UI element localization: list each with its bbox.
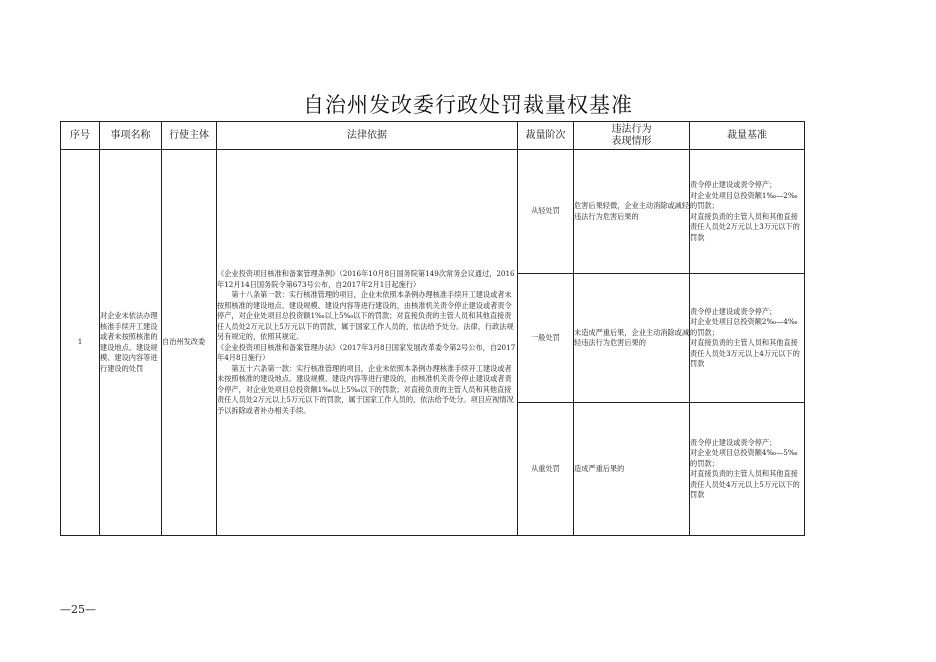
- cell-level-light: 从轻处罚: [518, 150, 574, 274]
- cell-law: [217, 150, 518, 536]
- basis-line: 对企业处项目总投资额4‰—5‰的罚款；: [690, 448, 798, 468]
- basis-line: 对直接负责的主管人员和其他直接责任人员处2万元以上3万元以下的罚款: [690, 211, 800, 242]
- header-level: 裁量阶次: [518, 122, 574, 150]
- basis-line: 责令停止建设或责令停产；: [690, 180, 777, 189]
- basis-line: 对直接负责的主管人员和其他直接责任人员处3万元以上4万元以下的罚款: [690, 338, 800, 368]
- penalty-standard-table: [60, 121, 805, 536]
- table-header-row: [61, 122, 805, 150]
- header-behavior: [574, 122, 690, 150]
- basis-line: 对企业处项目总投资额2‰—4‰的罚款；: [690, 317, 798, 337]
- basis-line: 责令停止建设或责令停产；: [690, 437, 777, 447]
- cell-item: 对企业未依法办理核准手续开工建设或者未按照核准的建设地点、建设规模、建设内容等进行建设的处罚: [100, 150, 162, 536]
- header-law: 法律依据: [217, 122, 518, 150]
- law-paragraph: 第十八条第一款：实行核准管理的项目，企业未依照本条例办理核准手续开工建设或者未按照核准的建设地点、建设规模、建设内容等进行建设的，由核准机关责令停止建设或者责令停产，对企业处项目总投资额1‰以上5‰以下的罚款；对直接负责的主管人员和其他直接责任人员处2万元以上5万元以下的罚款，属于国家工作人员的，依法给予处分。法律、行政法规另有规定的，依照其规定。: [217, 290, 514, 341]
- law-paragraph: 《企业投资项目核准和备案管理办法》（2017年3月8日国家发展改革委令第2号公布，自2017年4月8日施行）: [217, 342, 516, 362]
- basis-line: 对企业处项目总投资额1‰—2‰的罚款；: [690, 190, 798, 210]
- header-seq: 序号: [61, 122, 100, 150]
- header-subject: 行使主体: [162, 122, 217, 150]
- cell-subject: 自治州发改委: [162, 150, 217, 536]
- header-behavior-line2: 表现情形: [611, 135, 652, 147]
- header-item: 事项名称: [100, 122, 162, 150]
- table-row: [61, 150, 805, 274]
- cell-basis-normal: [690, 274, 805, 403]
- header-behavior-line1: 违法行为: [611, 123, 652, 135]
- cell-basis-light: [690, 150, 805, 274]
- basis-line: 对直接负责的主管人员和其他直接责任人员处4万元以上5万元以下的罚款: [690, 469, 800, 499]
- cell-level-normal: 一般处罚: [518, 274, 574, 403]
- cell-behavior-normal: 未造成严重后果，企业主动消除或减轻违法行为危害后果的: [574, 274, 690, 403]
- law-paragraph: 《企业投资项目核准和备案管理条例》（2016年10月8日国务院第149次常务会议通过，2016年12月14日国务院令第673号公布，自2017年2月1日起施行）: [217, 269, 515, 289]
- header-basis: 裁量基准: [690, 122, 805, 150]
- cell-basis-heavy: [690, 403, 805, 536]
- cell-behavior-heavy: 造成严重后果的: [574, 403, 690, 536]
- basis-line: 责令停止建设或责令停产；: [690, 306, 777, 316]
- cell-behavior-light: 危害后果轻微，企业主动消除或减轻违法行为危害后果的: [574, 150, 690, 274]
- page-number: —25—: [60, 603, 96, 616]
- cell-seq: 1: [61, 150, 100, 536]
- law-paragraph: 第五十六条第一款：实行核准管理的项目，企业未依照本条例办理核准手续开工建设或者未按照核准的建设地点、建设规模、建设内容等进行建设的，由核准机关责令停止建设或者责令停产，对企业处项目总投资额1‰以上5‰以下的罚款；对直接负责的主管人员和其他直接责任人员处2万元以上5万元以下的罚款，属于国家工作人员的，依法给予处分。项目应视情况予以拆除或者补办相关手续。: [217, 363, 514, 415]
- page-title: 自治州发改委行政处罚裁量权基准: [303, 93, 633, 117]
- cell-level-heavy: 从重处罚: [518, 403, 574, 536]
